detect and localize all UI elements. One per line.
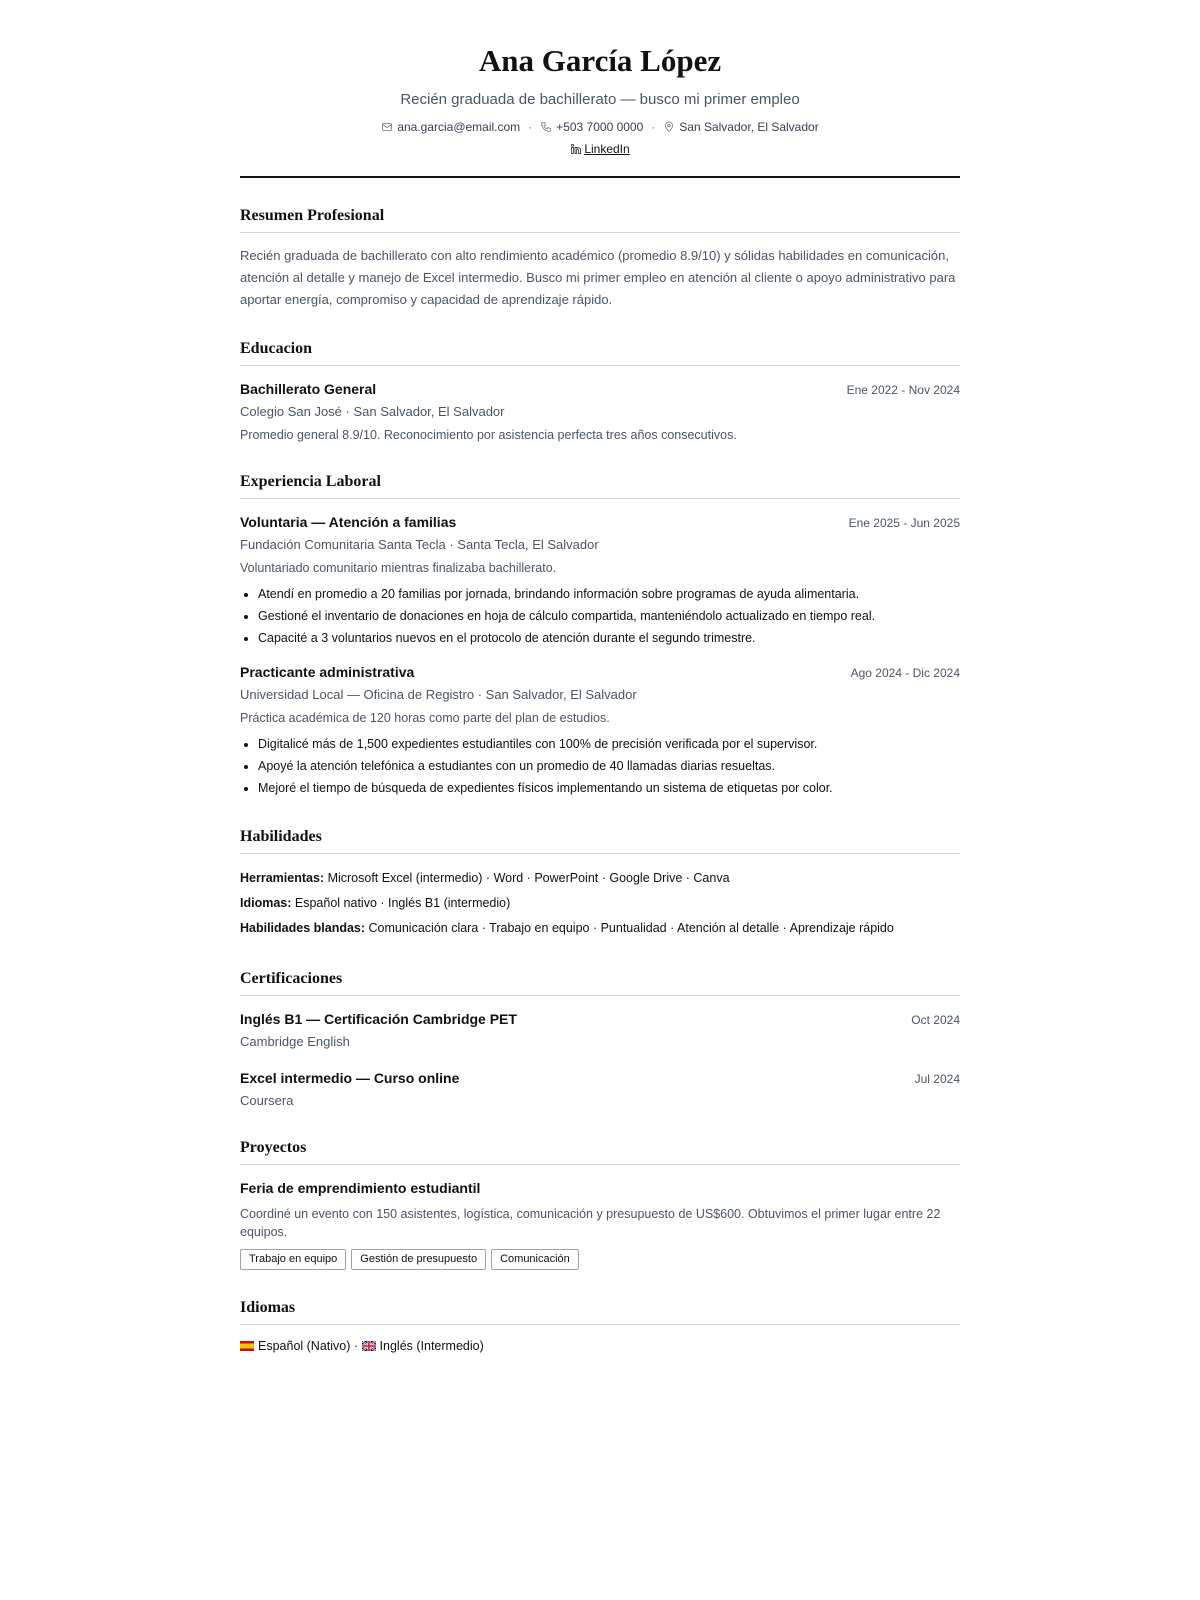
experience-org: Universidad Local — Oficina de Registro · San Salvador, El Salvador	[240, 687, 637, 702]
skill-languages	[240, 891, 960, 916]
certification-issuer: Cambridge English	[240, 1034, 350, 1049]
certification-name: Inglés B1 — Certificación Cambridge PET	[240, 1011, 517, 1027]
language-item: Inglés (Intermedio)	[379, 1339, 484, 1353]
linkedin-text: LinkedIn	[584, 142, 630, 156]
list-item: • Capacité a 3 voluntarios nuevos en el protocolo de atención durante el segundo trimestre.	[258, 627, 960, 649]
experience-role: Practicante administrativa	[240, 664, 415, 680]
skills-list	[240, 866, 960, 941]
education-date: Ene 2022 - Nov 2024	[846, 383, 960, 397]
education-entry	[240, 380, 960, 444]
certification-date: Jul 2024	[914, 1072, 960, 1086]
project-description: Coordiné un evento con 150 asistentes, logística, comunicación y presupuesto de US$600. Obtuvimos el primer lugar entre 22 equipos.	[240, 1207, 941, 1239]
list-item: • Apoyé la atención telefónica a estudiantes con un promedio de 40 llamadas diarias resueltas.	[258, 755, 960, 777]
experience-org: Fundación Comunitaria Santa Tecla · Santa Tecla, El Salvador	[240, 537, 599, 552]
projects-section	[240, 1138, 960, 1270]
certifications-section	[240, 969, 960, 1110]
experience-date: Ago 2024 - Dic 2024	[850, 666, 960, 680]
spain-flag-icon	[240, 1341, 254, 1351]
experience-bullets	[240, 583, 960, 649]
resume-page	[240, 0, 960, 1355]
section-title-summary: Resumen Profesional	[240, 206, 960, 233]
map-pin-icon	[663, 121, 675, 133]
project-tags	[240, 1249, 960, 1270]
section-title-certifications: Certificaciones	[240, 969, 960, 996]
entry-header	[240, 1069, 960, 1087]
header-divider	[240, 176, 960, 178]
list-item: • Atendí en promedio a 20 familias por jornada, brindando información sobre programas de ayuda alimentaria.	[258, 583, 960, 605]
certification-date: Oct 2024	[911, 1013, 960, 1027]
contact-location	[663, 119, 818, 135]
section-title-skills: Habilidades	[240, 827, 960, 854]
skill-tools	[240, 866, 960, 891]
entry-header	[240, 663, 960, 681]
experience-entry	[240, 513, 960, 649]
tag: Trabajo en equipo	[240, 1249, 346, 1270]
education-school: Colegio San José · San Salvador, El Salvador	[240, 404, 505, 419]
languages-section	[240, 1298, 960, 1355]
location-text: San Salvador, El Salvador	[679, 120, 819, 134]
certification-entry	[240, 1010, 960, 1051]
entry-header	[240, 380, 960, 398]
experience-role: Voluntaria — Atención a familias	[240, 514, 457, 530]
experience-description: Voluntariado comunitario mientras finalizaba bachillerato.	[240, 561, 557, 575]
experience-section	[240, 472, 960, 799]
project-entry	[240, 1179, 960, 1270]
experience-entry	[240, 663, 960, 799]
contact-separator: ·	[528, 120, 533, 134]
candidate-name: Ana García López	[478, 43, 722, 78]
linkedin-line	[240, 141, 960, 159]
section-title-education: Educacion	[240, 339, 960, 366]
linkedin-link[interactable]	[570, 141, 629, 157]
education-degree: Bachillerato General	[240, 381, 377, 397]
contact-line	[240, 119, 960, 135]
education-description: Promedio general 8.9/10. Reconocimiento por asistencia perfecta tres años consecutivos.	[240, 428, 737, 442]
experience-date: Ene 2025 - Jun 2025	[848, 516, 960, 530]
summary-text: Recién graduada de bachillerato con alto rendimiento académico (promedio 8.9/10) y sólidas habilidades en comunicación, atención al detalle y manejo de Excel intermedio. Busco mi primer empleo en atención al cliente o apoyo administrativo para aportar energía, compromiso y capacidad de aprendizaje rápido.	[240, 248, 956, 307]
language-separator: ·	[353, 1339, 359, 1353]
experience-bullets	[240, 733, 960, 799]
skill-value: Comunicación clara · Trabajo en equipo · Puntualidad · Atención al detalle · Aprendizaje rápido	[368, 921, 894, 935]
tag: Gestión de presupuesto	[351, 1249, 486, 1270]
mail-icon	[381, 121, 393, 133]
section-title-projects: Proyectos	[240, 1138, 960, 1165]
education-section	[240, 339, 960, 444]
list-item: • Gestioné el inventario de donaciones en hoja de cálculo compartida, manteniéndolo actualizado en tiempo real.	[258, 605, 960, 627]
summary-section	[240, 206, 960, 311]
candidate-subtitle: Recién graduada de bachillerato — busco mi primer empleo	[400, 91, 800, 108]
certification-issuer: Coursera	[240, 1093, 294, 1108]
skill-label: Herramientas:	[240, 871, 325, 885]
language-item: Español (Nativo)	[258, 1339, 351, 1353]
certification-name: Excel intermedio — Curso online	[240, 1070, 460, 1086]
entry-header	[240, 513, 960, 531]
list-item: • Digitalicé más de 1,500 expedientes estudiantiles con 100% de precisión verificada por el supervisor.	[258, 733, 960, 755]
phone-icon	[540, 121, 552, 133]
email-text: ana.garcia@email.com	[397, 120, 521, 134]
project-name: Feria de emprendimiento estudiantil	[240, 1180, 481, 1196]
section-title-languages: Idiomas	[240, 1298, 960, 1325]
skills-section	[240, 827, 960, 941]
entry-header	[240, 1010, 960, 1028]
certification-entry	[240, 1069, 960, 1110]
phone-text: +503 7000 0000	[556, 120, 644, 134]
skill-label: Habilidades blandas:	[240, 921, 366, 935]
section-title-experience: Experiencia Laboral	[240, 472, 960, 499]
list-item: • Mejoré el tiempo de búsqueda de expedientes físicos implementando un sistema de etiquetas por color.	[258, 777, 960, 799]
skill-soft	[240, 916, 960, 941]
contact-phone[interactable]	[540, 119, 643, 135]
contact-email[interactable]	[381, 119, 520, 135]
uk-flag-icon	[362, 1341, 376, 1351]
linkedin-icon	[570, 143, 582, 155]
skill-value: Microsoft Excel (intermedio) · Word · PowerPoint · Google Drive · Canva	[327, 871, 730, 885]
skill-label: Idiomas:	[240, 896, 292, 910]
tag: Comunicación	[491, 1249, 579, 1270]
experience-description: Práctica académica de 120 horas como parte del plan de estudios.	[240, 711, 610, 725]
skill-value: Español nativo · Inglés B1 (intermedio)	[294, 896, 511, 910]
resume-header	[240, 42, 960, 178]
contact-separator: ·	[651, 120, 656, 134]
languages-list	[240, 1337, 960, 1355]
